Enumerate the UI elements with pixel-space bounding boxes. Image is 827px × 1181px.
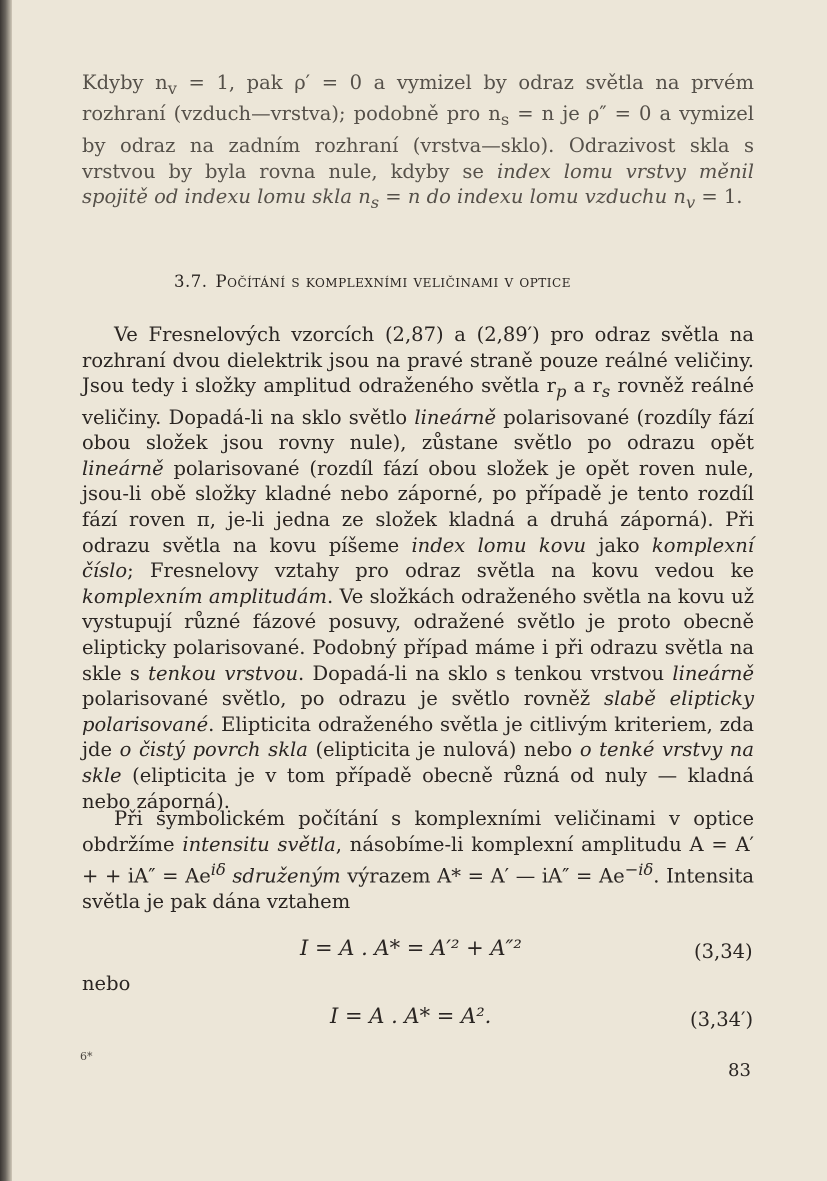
equation-number-3-34-prime: (3,34′) xyxy=(690,1008,754,1031)
page-number: 83 xyxy=(728,1060,751,1081)
printer-signature: 6* xyxy=(80,1050,93,1063)
equation-number-3-34: (3,34) xyxy=(694,940,753,963)
section-heading xyxy=(174,272,571,291)
section-number: 3.7. xyxy=(174,272,208,291)
section-title: Počítání s komplexními veličinami v optice xyxy=(215,272,571,291)
intensity-paragraph: Při symbolickém počítání s komplexními veličinami v optice obdržíme intensitu světla, násobíme-li komplexní amplitudu A = A′ + + $iA'' = Ae^{i\delta}$ sdruženým výrazem A* = A′ — $iA'' = Ae^{-i\delta}$. Intensita světla je pak dána vztahem xyxy=(82,807,754,914)
equation-3-34: I = A . A* = A′² + A″² xyxy=(300,936,522,960)
connector-word: nebo xyxy=(82,972,131,995)
equation-3-34-prime: I = A . A* = A². xyxy=(330,1004,492,1028)
fresnel-paragraph: Ve Fresnelových vzorcích (2,87) a (2,89′) pro odraz světla na rozhraní dvou dielektrik jsou na pravé straně pouze reálné veličiny. Jsou tedy i složky amplitud odraženého světla $r_p$ a $r_s$ rovněž reálné veličiny. Dopadá-li na sklo světlo lineárně polarisované (rozdíly fází obou složek jsou rovny nule), zůstane světlo po odrazu opět lineárně polarisované (rozdíl fází obou složek je opět roven nule, jsou-li obě složky kladné nebo záporné, po případě je tento rozdíl fází roven π, je-li jedna ze složek kladná a druhá záporná). Při odrazu světla na kovu píšeme index lomu kovu jako komplexní číslo; Fresnelovy vztahy pro odraz světla na kovu vedou ke komplexním amplitudám. Ve složkách odraženého světla na kovu už vystupují různé fázové posuvy, odražené světlo je proto obecně elipticky polarisované. Podobný případ máme i při odrazu světla na skle s tenkou vrstvou. Dopadá-li na sklo s tenkou vrstvou lineárně polarisované světlo, po odrazu je světlo rovněž slabě elipticky polarisované. Elipticita odraženého světla je citlivým kriteriem, zda jde o čistý povrch skla (elipticita je nulová) nebo o tenké vrstvy na skle (elipticita je v tom případě obecně různá od nuly — kladná nebo záporná). xyxy=(82,323,755,813)
intro-paragraph: Kdyby $n_v = 1$, pak ρ′ = 0 a vymizel by odraz světla na prvém rozhraní (vzduch—vrstva); podobně pro $n_s = n$ je ρ″ = 0 a vymizel by odraz na zadním rozhraní (vrstva—sklo). Odrazivost skla s vrstvou by byla rovna nule, kdyby se index lomu vrstvy měnil spojitě od indexu lomu skla $n_s = n$ do indexu lomu vzduchu $n_v = 1$. xyxy=(82,71,754,213)
